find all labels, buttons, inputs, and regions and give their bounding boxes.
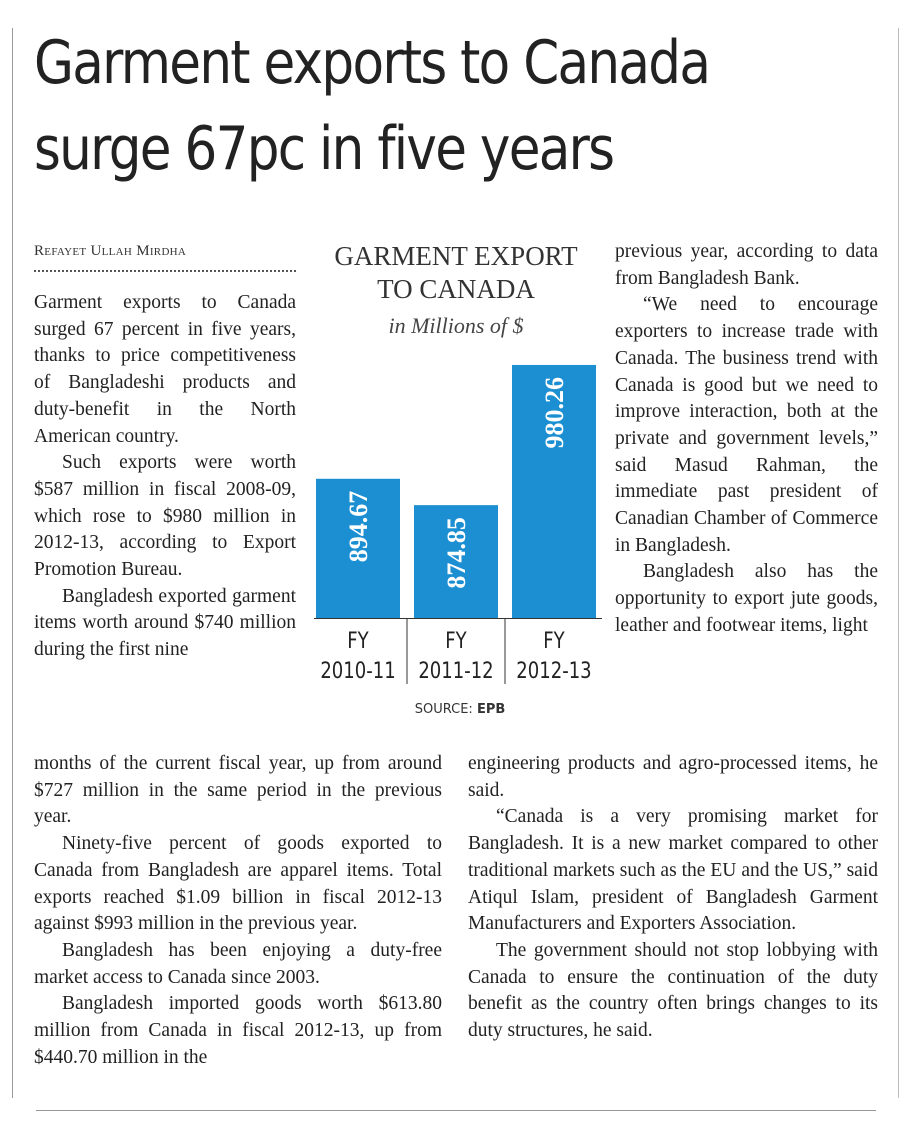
article-paragraph: Ninety-five percent of goods exported to Canada from Bangladesh are apparel items. Total exports reached $1.09 billion in fiscal 2012-13 against $993 million in the previous year.: [34, 833, 442, 935]
article-paragraph: Bangladesh has been enjoying a duty-free market access to Canada since 2003.: [34, 939, 442, 988]
category-tick-label: FY: [347, 627, 369, 654]
category-tick-label: FY: [543, 627, 565, 654]
category-tick-label: 2012-13: [516, 657, 592, 684]
bar-chart: [306, 340, 606, 690]
chart-source-label: SOURCE:: [414, 702, 473, 717]
article-paragraph: The government should not stop lobbying with Canada to ensure the continuation of the duty benefit as the country often brings changes to its duty structures, he said.: [468, 939, 878, 1042]
article-column-1-continued: [34, 751, 442, 1071]
chart-source-name: EPB: [476, 702, 506, 717]
byline: Refayet Ullah Mirdha: [34, 243, 187, 259]
article-paragraph: engineering products and agro-processed items, he said.: [468, 753, 878, 801]
article-paragraph: “Canada is a very promising market for Bangladesh. It is a new market compared to other traditional markets such as the EU and the US,” said Atiqul Islam, president of Bangladesh Garment Manufacturers and Exporters Association.: [468, 806, 878, 935]
bottom-rule: [36, 1110, 876, 1111]
article-paragraph: previous year, according to data from Bangladesh Bank.: [615, 241, 878, 289]
right-column-rule: [898, 28, 899, 1098]
bar-value-label: 980.26: [540, 376, 569, 449]
chart-title-line-1: GARMENT EXPORT: [334, 241, 578, 271]
category-tick-label: 2011-12: [418, 657, 494, 684]
article-paragraph: Bangladesh exported garment items worth around $740 million during the first nine: [34, 585, 296, 661]
article-paragraph: “We need to encourage exporters to increase trade with Canada. The business trend with Canada is good but we need to improve interaction, both at the private and government levels,” said Masud Rahman, the immediate past president of Canadian Chamber of Commerce in Bangladesh.: [615, 294, 878, 556]
article-paragraph: Garment exports to Canada surged 67 percent in five years, thanks to price competitiveness of Bangladeshi products and duty-benefit in the North American country.: [34, 292, 296, 447]
article-column-1: [34, 290, 296, 664]
article-paragraph: Bangladesh imported goods worth $613.80 million from Canada in fiscal 2012-13, up from $440.70 million in the: [34, 993, 442, 1068]
chart-title-line-2: TO CANADA: [377, 274, 535, 304]
article-column-2-continued: [468, 751, 878, 1045]
chart-title: [306, 240, 606, 306]
article-paragraph: Such exports were worth $587 million in fiscal 2008-09, which rose to $980 million in 2012-13, according to Export Promotion Bureau.: [34, 452, 296, 581]
article-column-2: [615, 239, 878, 640]
headline: [34, 20, 765, 192]
article-paragraph: Bangladesh also has the opportunity to export jute goods, leather and footwear items, light: [615, 561, 878, 636]
bar-value-label: 874.85: [442, 517, 471, 589]
left-column-rule: [12, 28, 13, 1098]
article-paragraph: months of the current fiscal year, up from around $727 million in the same period in the previous year.: [34, 753, 442, 828]
byline-divider: [34, 270, 296, 272]
bar-value-label: 894.67: [344, 490, 373, 563]
headline-line-1: Garment exports to Canada: [34, 28, 710, 98]
category-tick-label: 2010-11: [320, 657, 396, 684]
chart-subtitle: in Millions of $: [388, 313, 524, 338]
chart-source: [380, 702, 540, 717]
headline-line-2: surge 67pc in five years: [34, 114, 614, 184]
category-tick-label: FY: [445, 627, 467, 654]
